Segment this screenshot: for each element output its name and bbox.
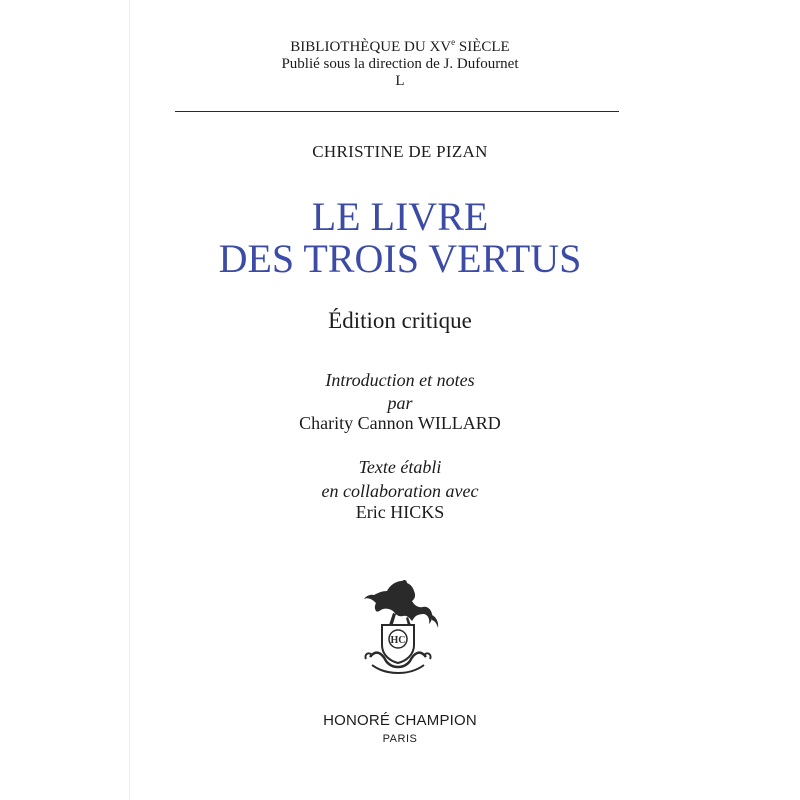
publisher-name: HONORÉ CHAMPION — [323, 712, 477, 729]
author-name: CHRISTINE DE PIZAN — [312, 142, 488, 161]
series-header — [0, 34, 800, 90]
book-title-line-2: DES TROIS VERTUS — [218, 236, 582, 281]
collaboration-label: en collaboration avec — [321, 481, 479, 501]
collaborator-name: Eric HICKS — [355, 502, 445, 522]
logo-monogram: HC — [390, 635, 406, 646]
series-title: BIBLIOTHÈQUE DU XVe SIÈCLE — [290, 37, 510, 55]
editor-name: Charity Cannon WILLARD — [299, 413, 501, 433]
edition-subtitle: Édition critique — [328, 308, 472, 333]
by-label: par — [387, 393, 413, 413]
header-rule — [175, 111, 619, 112]
book-title-line-1: LE LIVRE — [311, 194, 489, 239]
series-volume-number: L — [395, 73, 405, 89]
intro-label: Introduction et notes — [325, 370, 475, 390]
series-editor: Publié sous la direction de J. Dufournet — [281, 56, 519, 72]
publisher-city: PARIS — [382, 733, 418, 745]
text-established-label: Texte établi — [358, 457, 442, 477]
publisher-horse-emblem-icon — [352, 575, 444, 675]
